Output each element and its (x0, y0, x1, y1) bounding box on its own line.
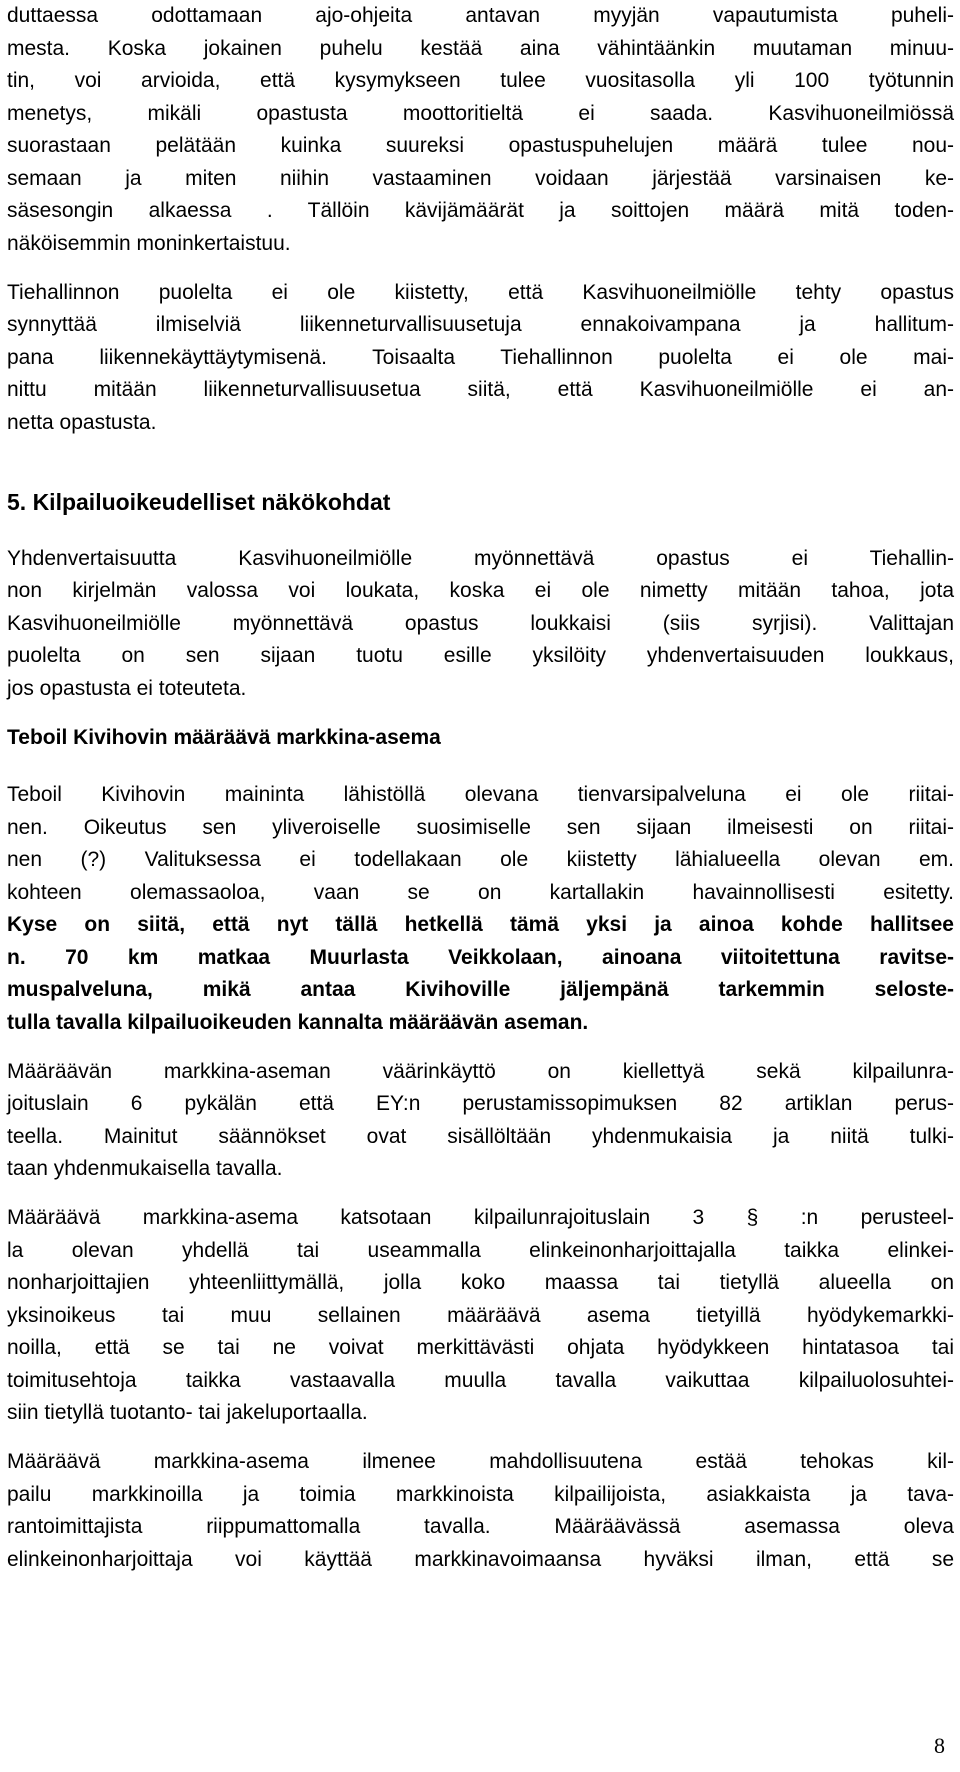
text-line: nen (?) Valituksessa ei todellakaan ole kiistetty lähialueella olevan em. (7, 848, 954, 871)
text-line: teella. Mainitut säännökset ovat sisällöltään yhdenmukaisia ja niitä tulki- (7, 1125, 954, 1148)
subheading: Teboil Kivihovin määräävä markkina-asema (7, 726, 441, 749)
text-line: taan yhdenmukaisella tavalla. (7, 1157, 283, 1180)
text-line: puolelta on sen sijaan tuotu esille yksilöity yhdenvertaisuuden loukkaus, (7, 644, 954, 667)
text-line: toimitusehtoja taikka vastaavalla muulla tavalla vaikuttaa kilpailuolosuhtei- (7, 1369, 954, 1392)
text-line: Määräävä markkina-asema katsotaan kilpailunrajoituslain 3 § :n perusteel- (7, 1206, 954, 1229)
text-line: yksinoikeus tai muu sellainen määräävä asema tietyillä hyödykemarkki- (7, 1304, 954, 1327)
text-line: duttaessa odottamaan ajo-ohjeita antavan myyjän vapautumista puheli- (7, 4, 954, 27)
text-line: nonharjoittajien yhteenliittymällä, jolla koko maassa tai tietyllä alueella on (7, 1271, 954, 1294)
text-line: non kirjelmän valossa voi loukata, koska ei ole nimetty mitään tahoa, jota (7, 579, 954, 602)
text-line-bold: tulla tavalla kilpailuoikeuden kannalta määräävän aseman. (7, 1011, 589, 1034)
text-line: Tiehallinnon puolelta ei ole kiistetty, että Kasvihuoneilmiölle tehty opastus (7, 281, 954, 304)
text-line: joituslain 6 pykälän että EY:n perustamissopimuksen 82 artiklan perus- (7, 1092, 954, 1115)
text-line: jos opastusta ei toteuteta. (7, 677, 247, 700)
text-line: noilla, että se tai ne voivat merkittävästi ohjata hyödykkeen hintatasoa tai (7, 1336, 954, 1359)
text-line: rantoimittajista riippumattomalla tavalla. Määräävässä asemassa oleva (7, 1515, 954, 1538)
text-line: nen. Oikeutus sen yliveroiselle suosimiselle sen sijaan ilmeisesti on riitai- (7, 816, 954, 839)
text-line: säsesongin alkaessa . Tällöin kävijämäärät ja soittojen määrä mitä toden- (7, 199, 954, 222)
text-line: menetys, mikäli opastusta moottoritieltä ei saada. Kasvihuoneilmiössä (7, 102, 954, 125)
text-line: näköisemmin moninkertaistuu. (7, 232, 291, 255)
text-line: Määräävän markkina-aseman väärinkäyttö on kiellettyä sekä kilpailunra- (7, 1060, 954, 1083)
text-line: pana liikennekäyttäytymisenä. Toisaalta Tiehallinnon puolelta ei ole mai- (7, 346, 954, 369)
text-line: la olevan yhdellä tai useammalla elinkeinonharjoittajalla taikka elinkei- (7, 1239, 954, 1262)
text-line: elinkeinonharjoittaja voi käyttää markkinavoimaansa hyväksi ilman, että se (7, 1548, 954, 1571)
text-line: synnyttää ilmiselviä liikenneturvallisuusetuja ennakoivampana ja hallitum- (7, 313, 954, 336)
text-line: siin tietyllä tuotanto- tai jakeluportaalla. (7, 1401, 368, 1424)
section-heading: 5. Kilpailuoikeudelliset näkökohdat (7, 489, 391, 515)
text-line: suorastaan pelätään kuinka suureksi opastuspuhelujen määrä tulee nou- (7, 134, 954, 157)
text-line: kohteen olemassaoloa, vaan se on kartallakin havainnollisesti esitetty. (7, 881, 954, 904)
text-line: Teboil Kivihovin maininta lähistöllä olevana tienvarsipalveluna ei ole riitai- (7, 783, 954, 806)
text-line: Yhdenvertaisuutta Kasvihuoneilmiölle myönnettävä opastus ei Tiehallin- (7, 547, 954, 570)
text-line: netta opastusta. (7, 411, 157, 434)
text-line: Määräävä markkina-asema ilmenee mahdollisuutena estää tehokas kil- (7, 1450, 954, 1473)
text-line-bold: muspalveluna, mikä antaa Kivihoville jäljempänä tarkemmin seloste- (7, 978, 954, 1001)
text-line-bold: n. 70 km matkaa Muurlasta Veikkolaan, ainoana viitoitettuna ravitse- (7, 946, 954, 969)
page-number: 8 (934, 1733, 945, 1758)
text-line: semaan ja miten niihin vastaaminen voidaan järjestää varsinaisen ke- (7, 167, 954, 190)
text-line: Kasvihuoneilmiölle myönnettävä opastus loukkaisi (siis syrjisi). Valittajan (7, 612, 954, 635)
text-line: mesta. Koska jokainen puhelu kestää aina vähintäänkin muutaman minuu- (7, 37, 954, 60)
text-line: tin, voi arvioida, että kysymykseen tulee vuositasolla yli 100 työtunnin (7, 69, 954, 92)
text-line: pailu markkinoilla ja toimia markkinoista kilpailijoista, asiakkaista ja tava- (7, 1483, 954, 1506)
text-line: nittu mitään liikenneturvallisuusetua siitä, että Kasvihuoneilmiölle ei an- (7, 378, 954, 401)
text-line-bold: Kyse on siitä, että nyt tällä hetkellä tämä yksi ja ainoa kohde hallitsee (7, 913, 954, 936)
